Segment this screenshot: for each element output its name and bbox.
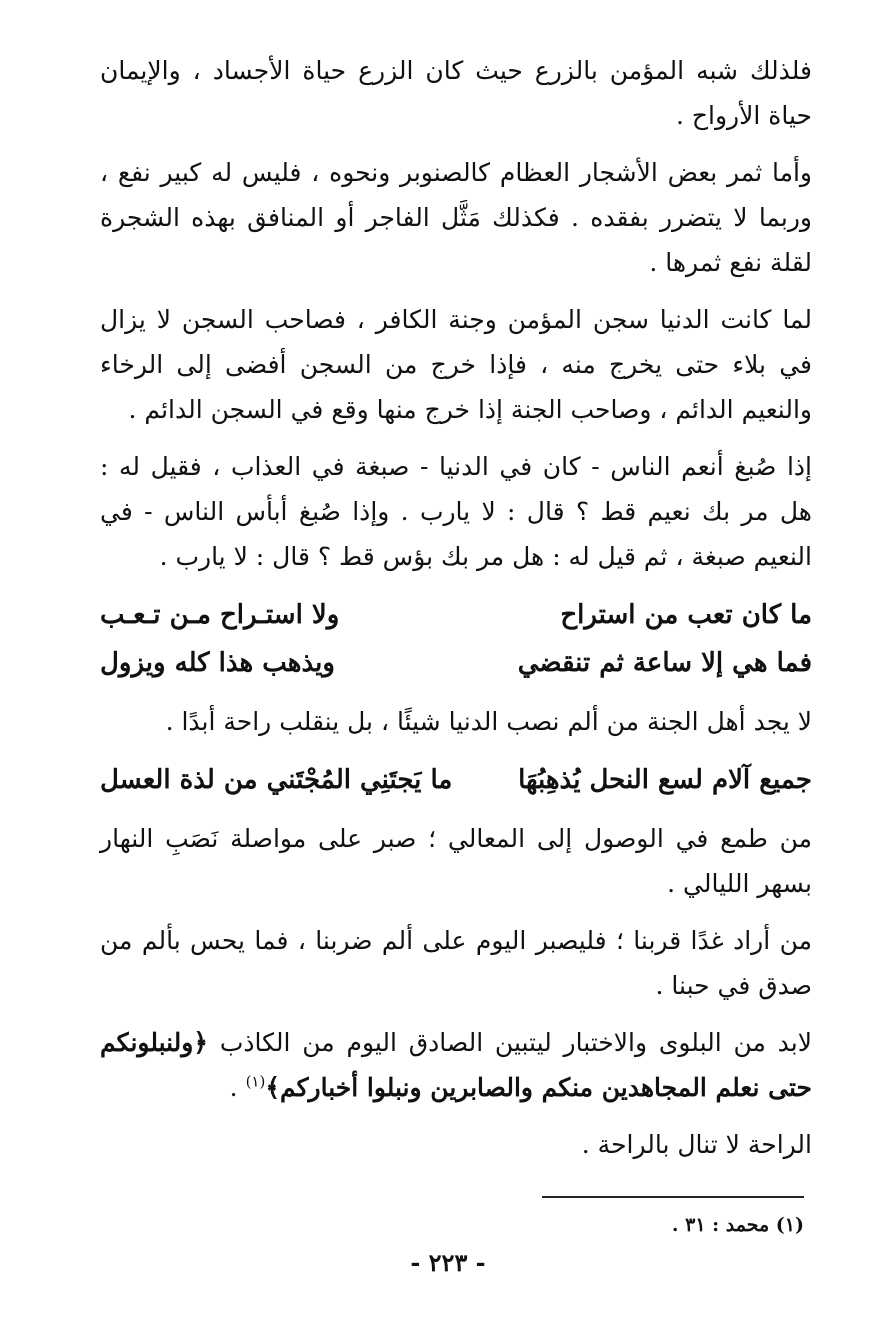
verse-3-first-hemistich: جميع آلام لسع النحل يُذهِبُهَا (518, 765, 812, 795)
paragraph-9: الراحة لا تنال بالراحة . (581, 1130, 812, 1159)
paragraph-4: إذا صُبغ أنعم الناس - كان في الدنيا - صبغة في العذاب ، فقيل له : هل مر بك نعيم قط ؟ قال : لا يارب . وإذا صُبغ أبأس الناس - في النعيم صبغة ، ثم قيل له : هل مر بك بؤس قط ؟ قال : لا يارب . (100, 452, 812, 571)
verse-1-first-hemistich: ما كان تعب من استراح (560, 600, 812, 630)
paragraph-8-end: . (229, 1073, 246, 1102)
page-body (100, 48, 812, 1179)
footnote-text: (١) محمد : ٣١ . (671, 1214, 804, 1236)
verse-line-1 (100, 591, 812, 639)
verse-2-second-hemistich: ويذهب هذا كله ويزول (100, 648, 335, 678)
paragraph-1: فلذلك شبه المؤمن بالزرع حيث كان الزرع حياة الأجساد ، والإيمان حياة الأرواح . (100, 56, 812, 130)
paragraph-6: من طمع في الوصول إلى المعالي ؛ صبر على مواصلة نَصَبِ النهار بسهر الليالي . (100, 824, 812, 898)
verse-1-second-hemistich: ولا استـراح مـن تـعـب (100, 600, 340, 630)
poem-couplet-honey (100, 756, 812, 804)
paragraph-3: لما كانت الدنيا سجن المؤمن وجنة الكافر ، فصاحب السجن لا يزال في بلاء حتى يخرج منه ، فإذا خرج من السجن أفضى إلى الرخاء والنعيم الدائم ، وصاحب الجنة إذا خرج منها وقع في السجن الدائم . (100, 305, 812, 424)
paragraph-7: من أراد غدًا قربنا ؛ فليصبر اليوم على ألم ضربنا ، فما يحس بألم من صدق في حبنا . (100, 926, 812, 1000)
paragraph-2: وأما ثمر بعض الأشجار العظام كالصنوبر ونحوه ، فليس له كبير نفع ، وربما لا يتضرر بفقده . فكذلك مَثَّل الفاجر أو المنافق بهذه الشجرة لقلة نفع ثمرها . (100, 158, 812, 277)
paragraph-5: لا يجد أهل الجنة من ألم نصب الدنيا شيئًا ، بل ينقلب راحة أبدًا . (165, 707, 812, 736)
verse-3-second-hemistich: ما يَجتَنِي المُجْتَني من لذة العسل (100, 765, 453, 795)
verse-line-2 (100, 639, 812, 687)
quran-verse-quote: ﴿ولنبلونكم حتى نعلم المجاهدين منكم والصابرين ونبلوا أخباركم﴾ (100, 1028, 812, 1102)
verse-line-3 (100, 756, 812, 804)
paragraph-8-text: لابد من البلوى والاختبار ليتبين الصادق اليوم من الكاذب (219, 1028, 813, 1057)
verse-2-first-hemistich: فما هي إلا ساعة ثم تنقضي (517, 648, 812, 678)
page-number: - ٢٢٣ - (410, 1248, 486, 1277)
poem-couplets (100, 591, 812, 687)
footnote-divider (542, 1196, 804, 1198)
paragraph-8 (100, 1020, 812, 1110)
footnote-reference[interactable]: (١) (245, 1072, 266, 1091)
